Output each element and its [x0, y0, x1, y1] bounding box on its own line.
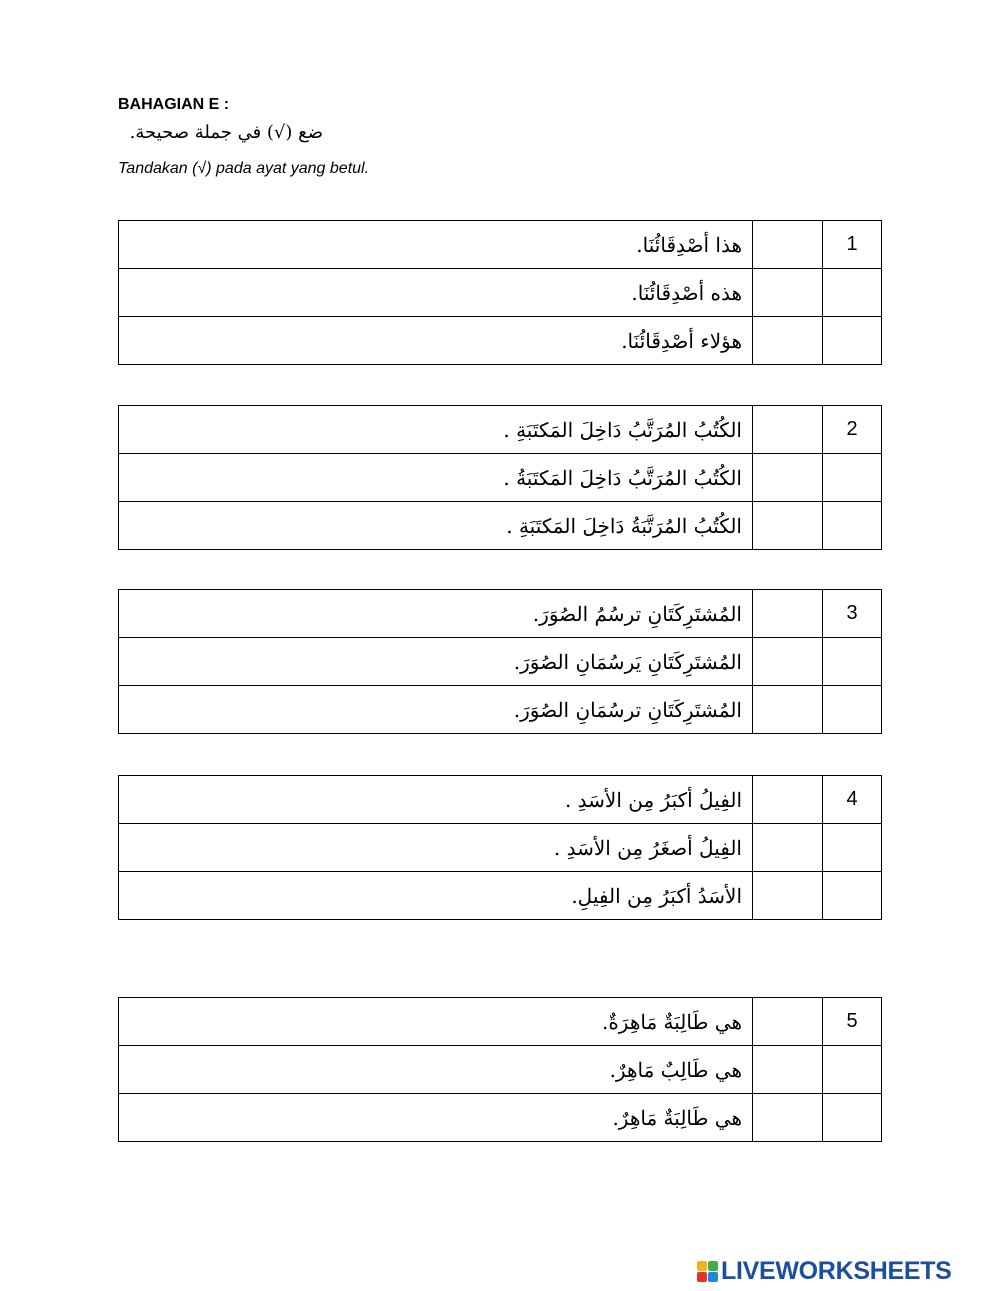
question-row — [119, 269, 882, 317]
answer-checkbox[interactable] — [753, 1094, 823, 1142]
question-row — [119, 776, 882, 824]
number-cell-empty — [823, 872, 882, 920]
question-table-5 — [118, 997, 882, 1142]
question-row — [119, 406, 882, 454]
section-title: BAHAGIAN E : — [118, 96, 230, 113]
answer-checkbox[interactable] — [753, 269, 823, 317]
number-cell-empty — [823, 638, 882, 686]
option-sentence: المُشتَرِكَتَانِ ترسُمَانِ الصُوَرَ. — [119, 686, 753, 734]
number-cell-empty — [823, 502, 882, 550]
question-row — [119, 221, 882, 269]
number-cell-empty — [823, 686, 882, 734]
option-sentence: هي طَالِبَةٌ مَاهِرٌ. — [119, 1094, 753, 1142]
logo-square — [708, 1272, 718, 1282]
answer-checkbox[interactable] — [753, 776, 823, 824]
option-sentence: الفِيلُ أصغَرُ مِن الأسَدِ . — [119, 824, 753, 872]
answer-checkbox[interactable] — [753, 686, 823, 734]
answer-checkbox[interactable] — [753, 872, 823, 920]
question-number: 4 — [823, 776, 882, 824]
option-sentence: الأسَدُ أكبَرُ مِن الفِيلِ. — [119, 872, 753, 920]
option-sentence: المُشتَرِكَتَانِ ترسُمُ الصُوَرَ. — [119, 590, 753, 638]
question-row — [119, 872, 882, 920]
logo-text: LIVEWORKSHEETS — [721, 1257, 952, 1285]
answer-checkbox[interactable] — [753, 406, 823, 454]
number-cell-empty — [823, 1094, 882, 1142]
question-row — [119, 454, 882, 502]
option-sentence: هؤلاء أصْدِقَائُنَا. — [119, 317, 753, 365]
answer-checkbox[interactable] — [753, 998, 823, 1046]
logo-square — [697, 1272, 707, 1282]
question-row — [119, 686, 882, 734]
option-sentence: هذا أصْدِقَائُنَا. — [119, 221, 753, 269]
option-sentence: هي طَالِبٌ مَاهِرٌ. — [119, 1046, 753, 1094]
answer-checkbox[interactable] — [753, 317, 823, 365]
option-sentence: الفِيلُ أكبَرُ مِن الأسَدِ . — [119, 776, 753, 824]
option-sentence: المُشتَرِكَتَانِ يَرسُمَانِ الصُوَرَ. — [119, 638, 753, 686]
option-sentence: الكُتُبُ المُرَتَّبَةُ دَاخِلَ المَكتَبَةِ . — [119, 502, 753, 550]
question-table-4 — [118, 775, 882, 920]
number-cell-empty — [823, 1046, 882, 1094]
answer-checkbox[interactable] — [753, 824, 823, 872]
question-row — [119, 502, 882, 550]
question-table-1 — [118, 220, 882, 365]
answer-checkbox[interactable] — [753, 221, 823, 269]
question-table-3 — [118, 589, 882, 734]
question-row — [119, 824, 882, 872]
question-row — [119, 1046, 882, 1094]
question-row — [119, 998, 882, 1046]
option-sentence: هي طَالِبَةٌ مَاهِرَةٌ. — [119, 998, 753, 1046]
question-number: 2 — [823, 406, 882, 454]
answer-checkbox[interactable] — [753, 590, 823, 638]
question-number: 3 — [823, 590, 882, 638]
number-cell-empty — [823, 824, 882, 872]
logo-mark-icon — [697, 1261, 718, 1282]
question-number: 1 — [823, 221, 882, 269]
number-cell-empty — [823, 454, 882, 502]
option-sentence: الكُتُبُ المُرَتَّبُ دَاخِلَ المَكتَبَةُ . — [119, 454, 753, 502]
question-row — [119, 317, 882, 365]
logo-square — [708, 1261, 718, 1271]
question-row — [119, 638, 882, 686]
question-row — [119, 1094, 882, 1142]
answer-checkbox[interactable] — [753, 502, 823, 550]
answer-checkbox[interactable] — [753, 1046, 823, 1094]
malay-instruction: Tandakan (√) pada ayat yang betul. — [118, 160, 370, 177]
liveworksheets-logo — [697, 1257, 952, 1286]
number-cell-empty — [823, 269, 882, 317]
question-row — [119, 590, 882, 638]
question-table-2 — [118, 405, 882, 550]
question-number: 5 — [823, 998, 882, 1046]
answer-checkbox[interactable] — [753, 454, 823, 502]
option-sentence: الكُتُبُ المُرَتَّبُ دَاخِلَ المَكتَبَةِ . — [119, 406, 753, 454]
logo-square — [697, 1261, 707, 1271]
option-sentence: هذه أصْدِقَائُنَا. — [119, 269, 753, 317]
number-cell-empty — [823, 317, 882, 365]
arabic-instruction: ضع (√) في جملة صحيحة. — [129, 122, 323, 143]
answer-checkbox[interactable] — [753, 638, 823, 686]
